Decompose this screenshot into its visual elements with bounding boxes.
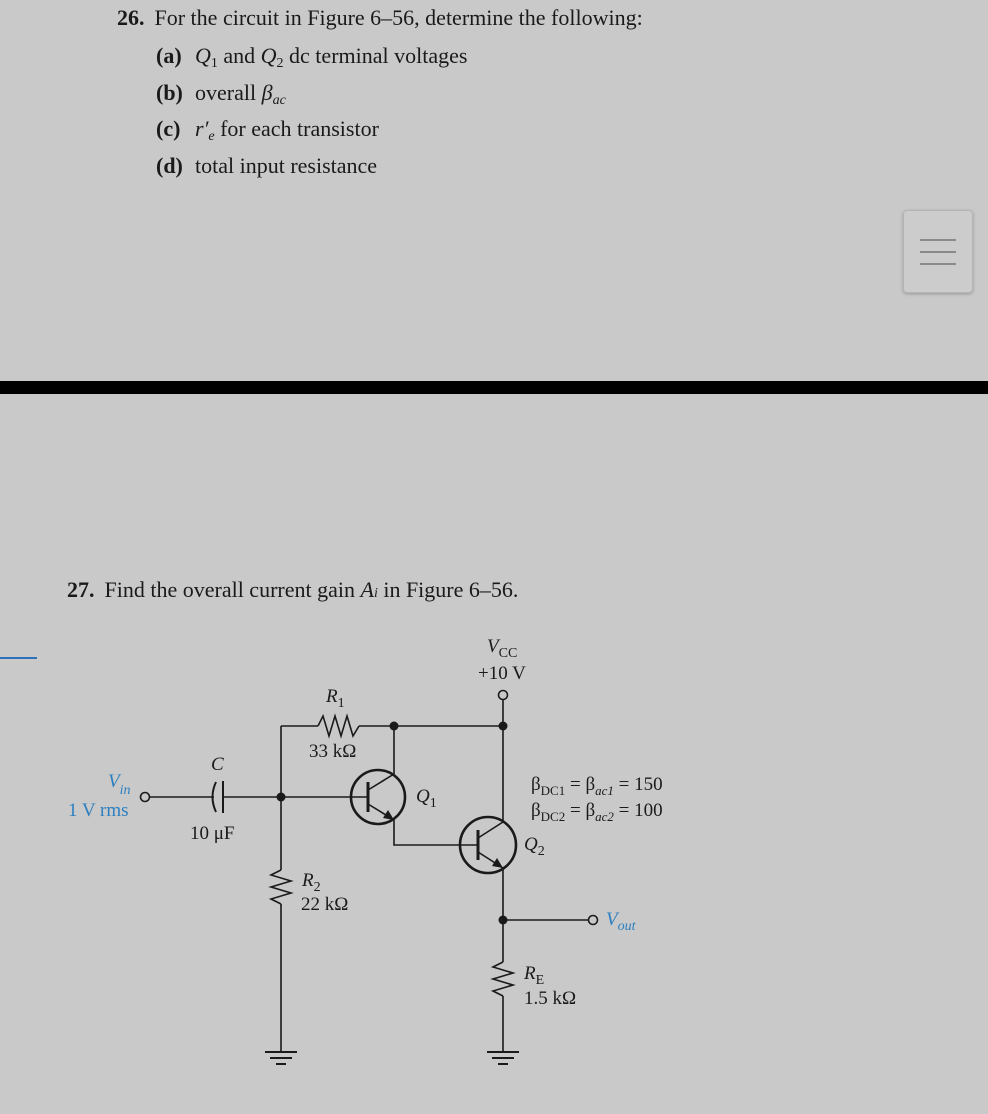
- q1-symbol: Q: [195, 43, 211, 68]
- re-resistor: [493, 962, 513, 996]
- svg-text:Vin: $V_{in}$: [108, 771, 131, 798]
- vin-value: 1 V rms: [68, 800, 129, 821]
- problem-27-text-end: in Figure 6–56.: [383, 577, 519, 602]
- svg-text:Vout: $V_{out}$: [606, 909, 636, 934]
- svg-text:R2: $R_2$: [302, 870, 321, 895]
- r2-value: 22 kΩ: [301, 894, 349, 915]
- capacitor-value: 10 μF: [190, 823, 235, 844]
- re-symbol: r: [195, 116, 204, 141]
- beta-symbol: β: [261, 79, 273, 105]
- svg-text:βDC1 = βac1 = 150: $\beta_{DC1} = \beta_{ac1} = 150$: [531, 774, 663, 798]
- vin-terminal[interactable]: [141, 793, 150, 802]
- svg-text:VCC: $V_{CC}$: [487, 636, 518, 661]
- current-gain-subscript: i: [373, 586, 378, 601]
- part-d-label: (d): [156, 152, 183, 178]
- re-value: 1.5 kΩ: [524, 988, 577, 1009]
- vcc-value: +10 V: [478, 663, 526, 684]
- transistor-q1: [350, 770, 405, 824]
- capacitor-label: C: [211, 754, 224, 775]
- svg-text:RE: $R_E$: [524, 963, 545, 988]
- svg-text:R1: $R_1$: [326, 686, 345, 711]
- part-b-label: (b): [156, 79, 183, 105]
- svg-text:βDC2 = βac2 = 100: $\beta_{DC2} = \beta_{ac2} = 100$: [531, 800, 663, 824]
- beta-subscript: ac: [272, 92, 286, 108]
- capacitor-curved-plate: [213, 782, 217, 812]
- problem-26-number: 26.: [117, 5, 145, 30]
- problem-26-text: For the circuit in Figure 6–56, determine the following:: [154, 5, 643, 30]
- q1-subscript: 1: [210, 56, 218, 71]
- part-c-label: (c): [156, 116, 181, 141]
- part-b-word: overall: [195, 79, 257, 105]
- part-a-label: (a): [156, 43, 182, 68]
- q2-subscript: 2: [276, 56, 284, 71]
- transistor-q2: [460, 817, 516, 873]
- problem-27-number: 27.: [67, 577, 95, 602]
- svg-text:Q1: $Q_1$: [416, 786, 437, 811]
- part-a-rest: dc terminal voltages: [289, 43, 468, 68]
- re-subscript: e: [208, 129, 215, 144]
- and-word: and: [223, 43, 256, 68]
- q2-symbol: Q: [260, 43, 277, 68]
- ground-symbol-left: [265, 1052, 297, 1064]
- re-prime: ′: [203, 116, 209, 141]
- svg-text:Q2: $Q_2$: [524, 834, 545, 859]
- q1-emitter-wire: [394, 820, 460, 845]
- r2-resistor: [271, 870, 291, 904]
- current-gain-symbol: A: [360, 577, 374, 602]
- vcc-terminal: [499, 691, 508, 700]
- vout-terminal[interactable]: [589, 916, 598, 925]
- ground-symbol-right: [487, 1052, 519, 1064]
- part-c-rest: for each transistor: [220, 116, 379, 141]
- part-d-text: total input resistance: [195, 152, 378, 178]
- r1-value: 33 kΩ: [309, 741, 357, 762]
- r1-resistor: [318, 716, 359, 736]
- problem-27-text: Find the overall current gain: [104, 577, 355, 602]
- vcc-label: [487, 636, 517, 661]
